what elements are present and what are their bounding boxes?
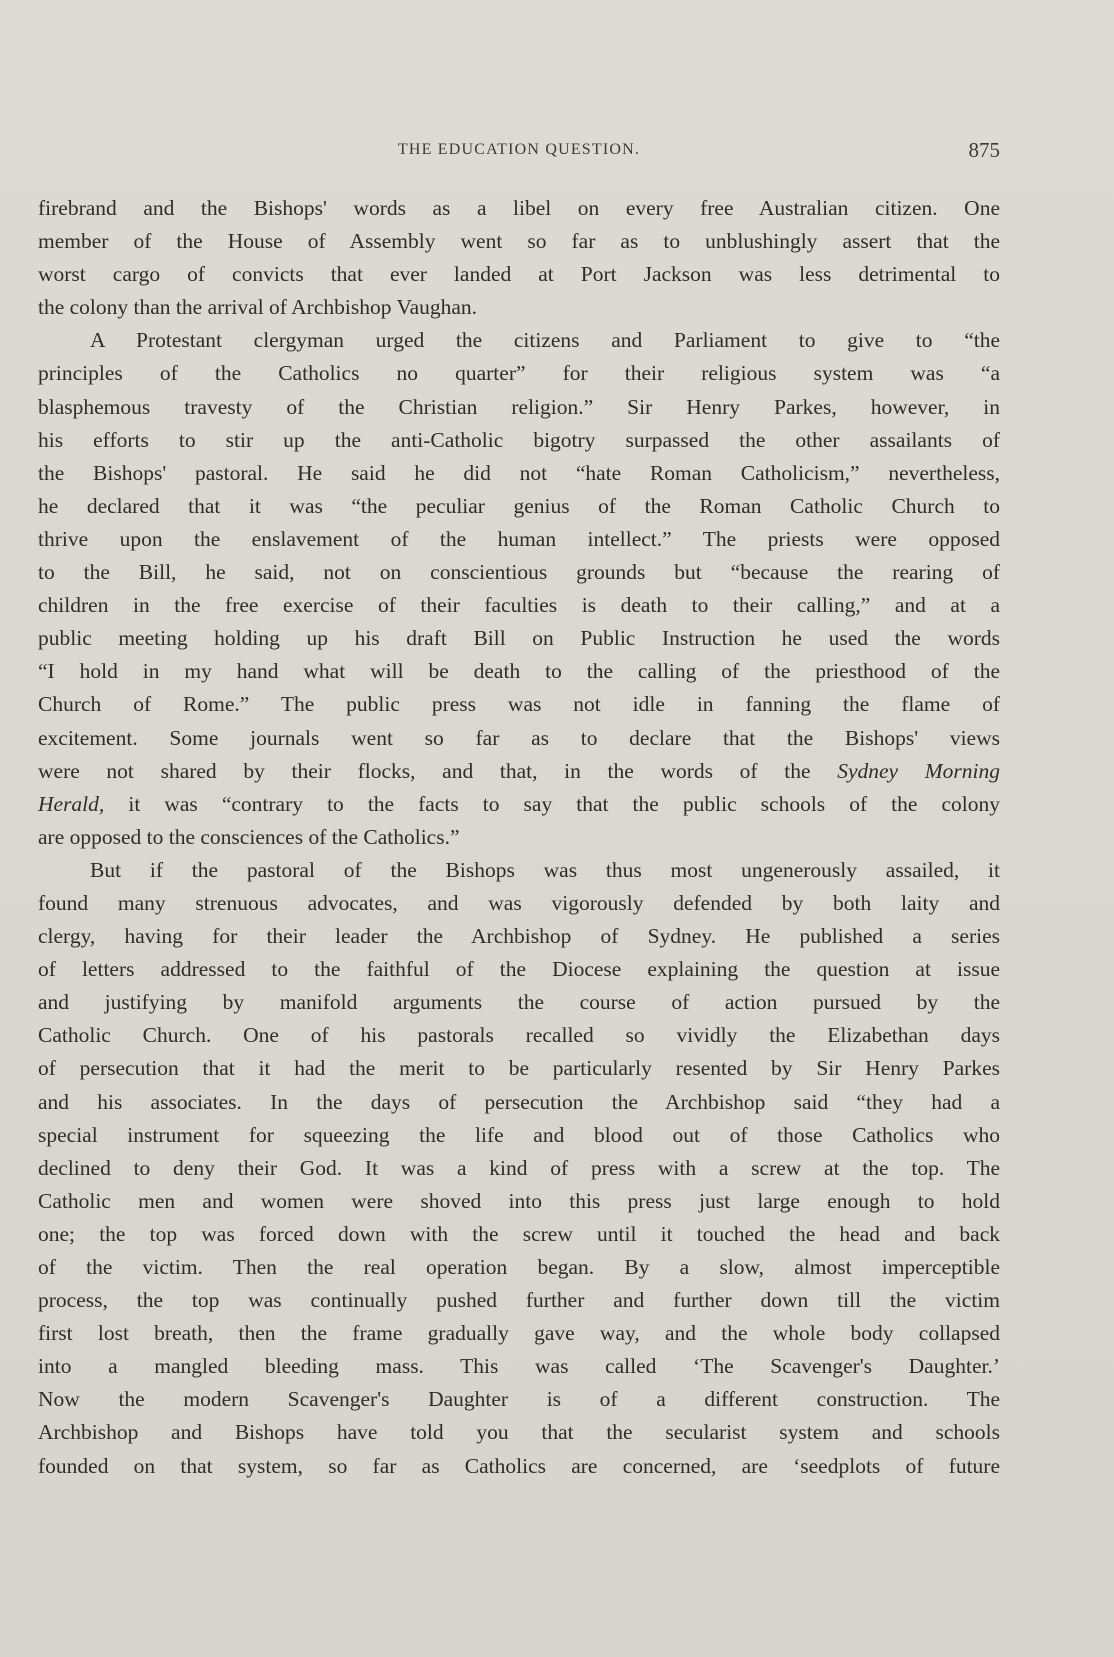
text-fragment: were not shared by their flocks, and that, in the words of the bbox=[38, 758, 811, 783]
text-fragment: it was “contrary to the facts to say that the public schools of the colony bbox=[128, 791, 1001, 816]
text-line: A Protestant clergyman urged the citizens and Parliament to give to “the bbox=[90, 328, 1000, 353]
text-line: member of the House of Assembly went so far as to unblushingly assert that the bbox=[38, 229, 1000, 254]
running-title: THE EDUCATION QUESTION. bbox=[397, 141, 641, 158]
text-line: worst cargo of convicts that ever landed at Port Jackson was less detrimental to bbox=[38, 262, 1000, 287]
text-line: special instrument for squeezing the life and blood out of those Catholics who bbox=[38, 1122, 1000, 1147]
text-line: and his associates. In the days of persecution the Archbishop said “they had a bbox=[38, 1089, 1000, 1114]
text-line: the Bishops' pastoral. He said he did not “hate Roman Catholicism,” nevertheless, bbox=[38, 460, 1000, 485]
text-line: into a mangled bleeding mass. This was called ‘The Scavenger's Daughter.’ bbox=[38, 1354, 1000, 1379]
running-head bbox=[38, 138, 1000, 164]
text-line: of persecution that it had the merit to be particularly resented by Sir Henry Parkes bbox=[38, 1056, 1000, 1081]
text-line: public meeting holding up his draft Bill on Public Instruction he used the words bbox=[38, 626, 1000, 651]
text-line: principles of the Catholics no quarter” for their religious system was “a bbox=[38, 361, 1000, 386]
text-line: he declared that it was “the peculiar genius of the Roman Catholic Church to bbox=[38, 493, 1000, 518]
text-line: excitement. Some journals went so far as to declare that the Bishops' views bbox=[38, 725, 1000, 750]
text-line: Catholic men and women were shoved into this press just large enough to hold bbox=[38, 1188, 1000, 1213]
text-line: clergy, having for their leader the Archbishop of Sydney. He published a series bbox=[38, 924, 1000, 949]
text-line: Now the modern Scavenger's Daughter is of a different construction. The bbox=[38, 1387, 1000, 1412]
text-line: But if the pastoral of the Bishops was thus most ungenerously assailed, it bbox=[90, 857, 1000, 882]
text-line: are opposed to the consciences of the Catholics.” bbox=[38, 824, 460, 849]
text-line-with-italic bbox=[38, 788, 1000, 821]
text-line: Archbishop and Bishops have told you that the secularist system and schools bbox=[38, 1420, 1000, 1445]
text-line: firebrand and the Bishops' words as a libel on every free Australian citizen. One bbox=[38, 196, 1000, 220]
text-line: and justifying by manifold arguments the course of action pursued by the bbox=[38, 990, 1000, 1015]
body-text bbox=[38, 192, 1000, 1483]
text-line-with-italic bbox=[38, 755, 1000, 788]
text-line: of the victim. Then the real operation began. By a slow, almost imperceptible bbox=[38, 1255, 1000, 1279]
text-line: of letters addressed to the faithful of the Diocese explaining the question at issue bbox=[38, 957, 1000, 982]
text-line: first lost breath, then the frame gradually gave way, and the whole body collapsed bbox=[38, 1321, 1000, 1346]
text-line: the colony than the arrival of Archbishop Vaughan. bbox=[38, 295, 478, 320]
text-line: Catholic Church. One of his pastorals recalled so vividly the Elizabethan days bbox=[38, 1023, 1000, 1048]
text-line: blasphemous travesty of the Christian religion.” Sir Henry Parkes, however, in bbox=[38, 394, 1000, 419]
text-line: declined to deny their God. It was a kind of press with a screw at the top. The bbox=[38, 1155, 1000, 1180]
text-line: one; the top was forced down with the screw until it touched the head and back bbox=[38, 1221, 1000, 1246]
italic-title: Sydney Morning bbox=[837, 758, 1000, 783]
italic-title: Herald, bbox=[38, 791, 105, 816]
text-line: founded on that system, so far as Catholics are concerned, are ‘seedplots of future bbox=[38, 1453, 1000, 1478]
text-line: found many strenuous advocates, and was vigorously defended by both laity and bbox=[38, 890, 1000, 915]
text-line: process, the top was continually pushed further and further down till the victim bbox=[38, 1288, 1000, 1313]
page-number: 875 bbox=[968, 138, 1000, 162]
text-line: to the Bill, he said, not on conscientious grounds but “because the rearing of bbox=[38, 560, 1000, 585]
text-line: his efforts to stir up the anti-Catholic bigotry surpassed the other assailants of bbox=[38, 427, 1000, 452]
text-line: Church of Rome.” The public press was not idle in fanning the flame of bbox=[38, 692, 1000, 717]
text-line: children in the free exercise of their faculties is death to their calling,” and at a bbox=[38, 593, 1000, 618]
text-line: thrive upon the enslavement of the human intellect.” The priests were opposed bbox=[38, 526, 1000, 551]
text-line: “I hold in my hand what will be death to the calling of the priesthood of the bbox=[38, 659, 1000, 684]
